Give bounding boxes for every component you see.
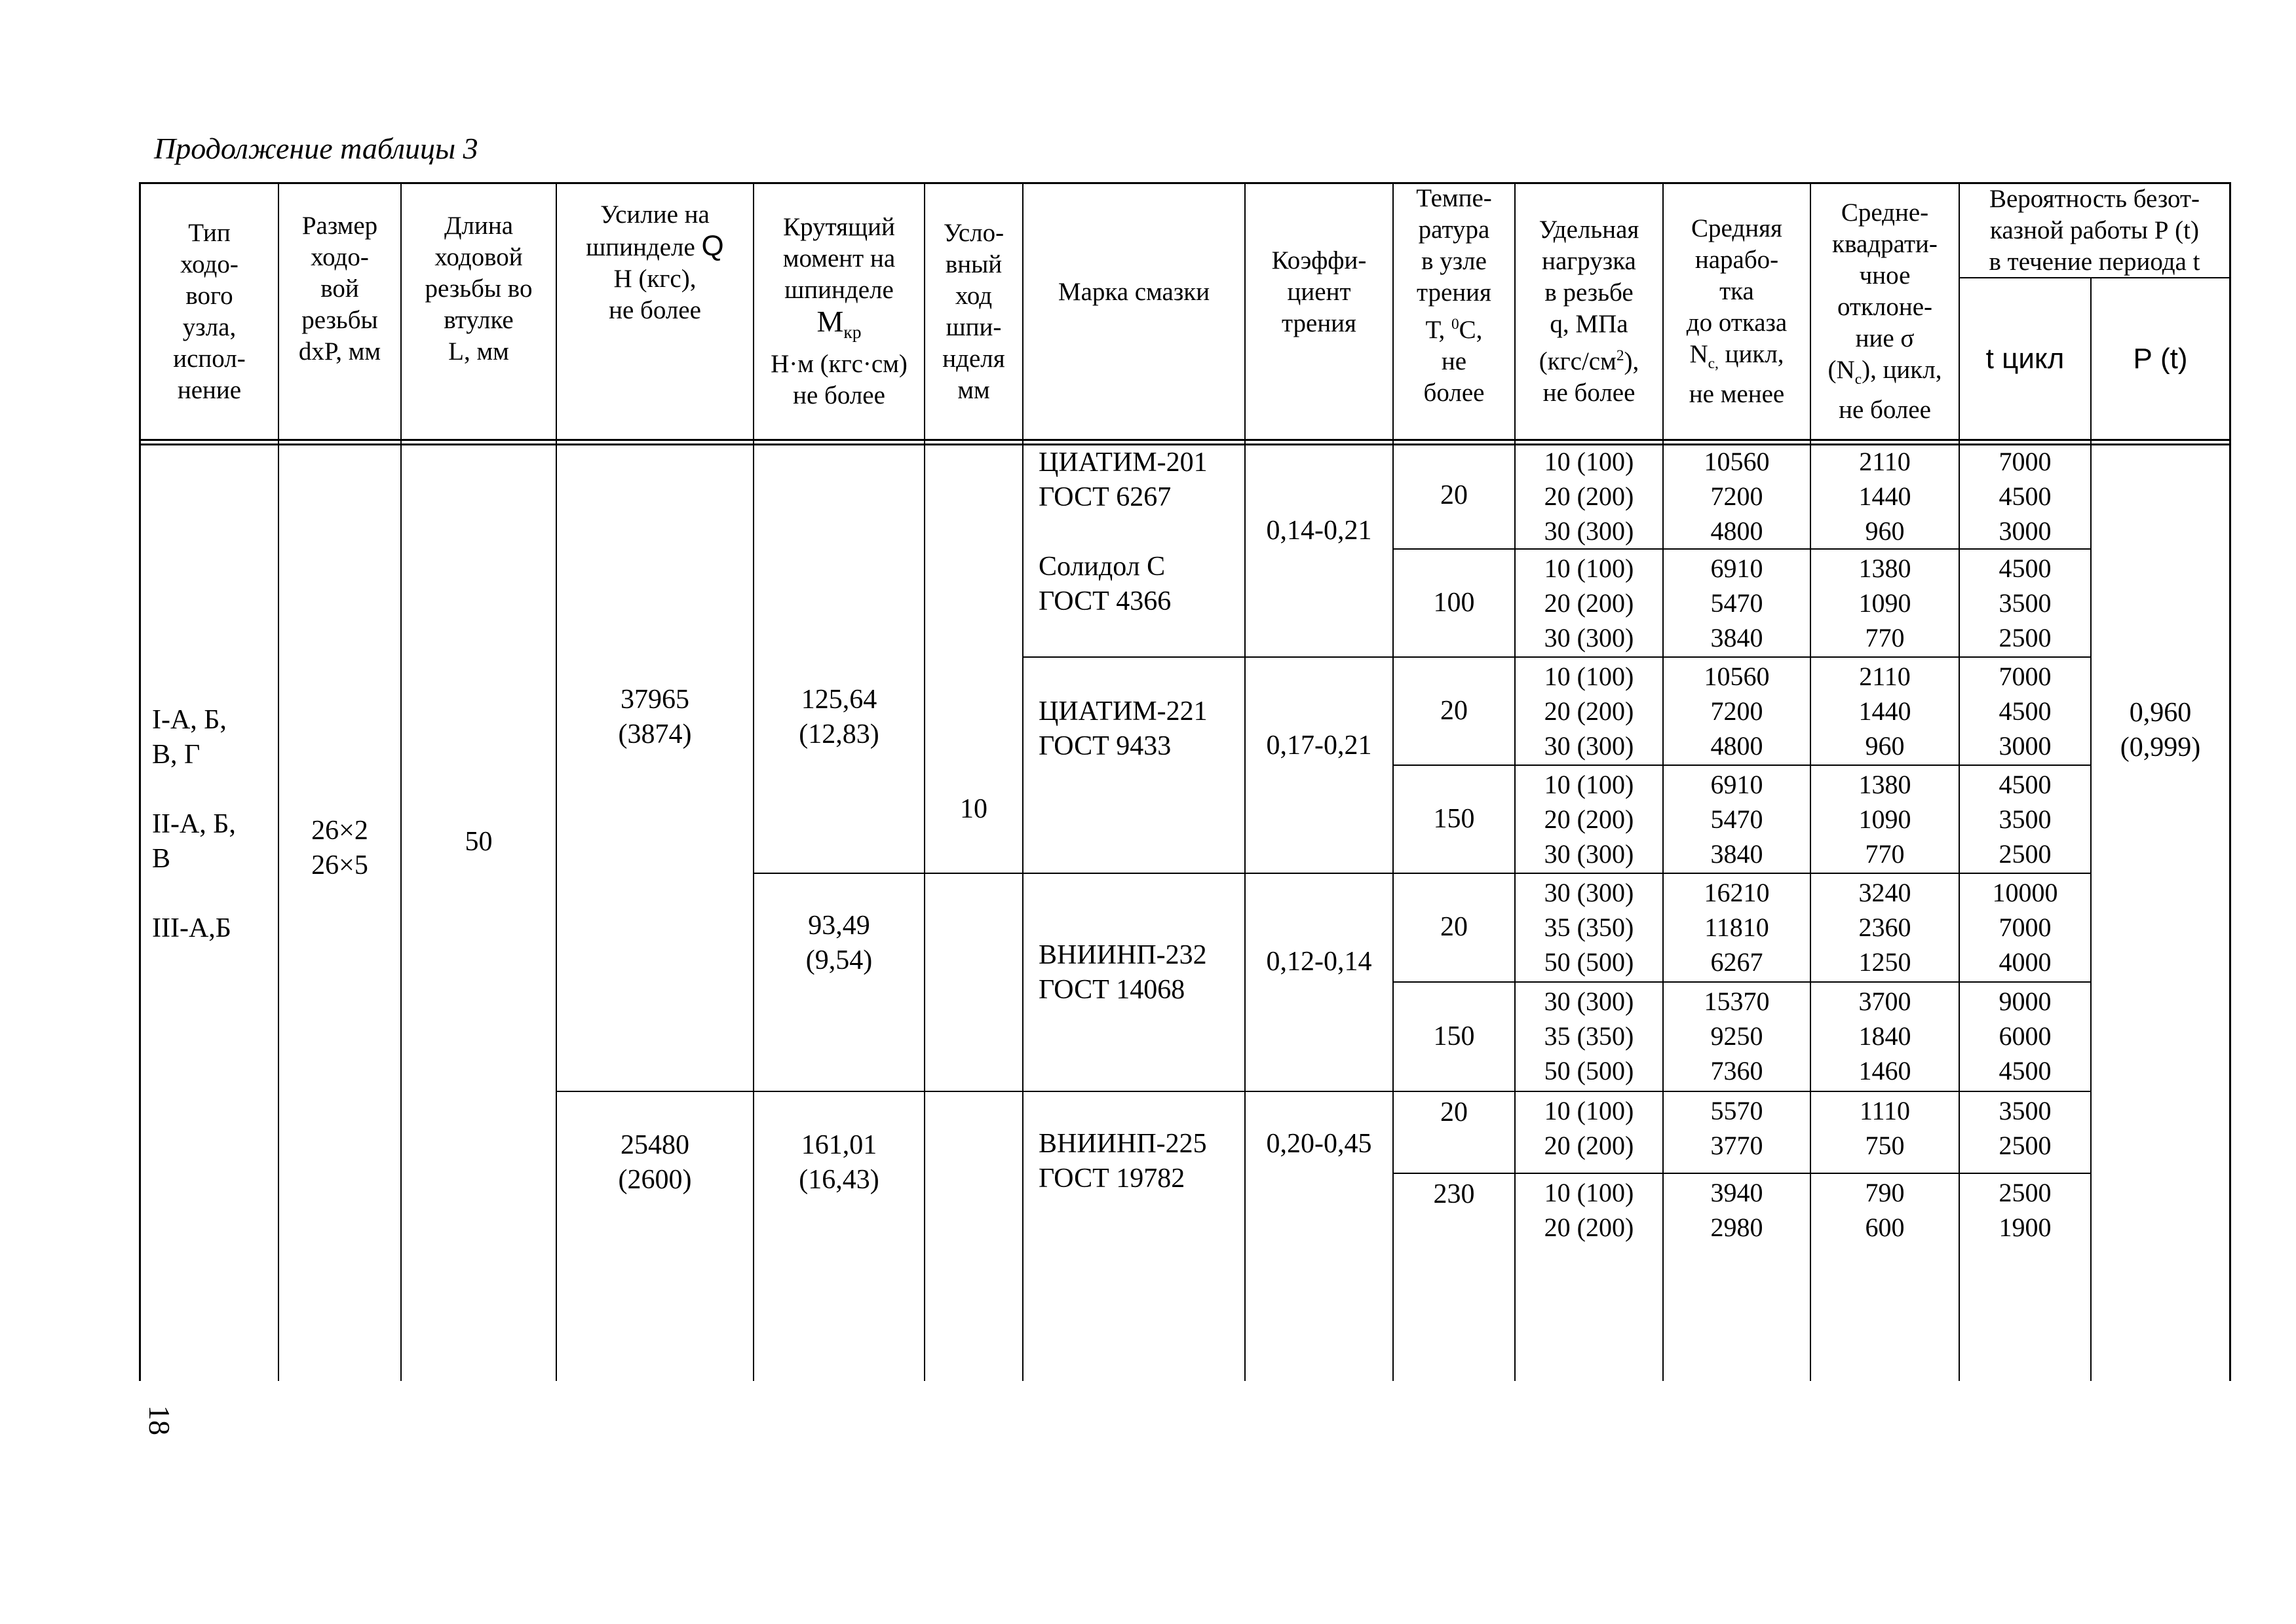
spindle-force-value: 37965 (3874) xyxy=(618,685,692,749)
load-values: 30 (300) 35 (350) 50 (500) xyxy=(1544,987,1634,1086)
temperature-value: 230 xyxy=(1433,1179,1475,1209)
header-t-cycle: t цикл xyxy=(1985,342,2065,375)
mtbf-values: 3940 2980 xyxy=(1710,1178,1763,1242)
header-spindle-force: Усилие на шпинделе Q Н (кгс), не более xyxy=(586,200,724,324)
friction-coefficient: 0,12-0,14 xyxy=(1266,947,1372,977)
load-values: 10 (100) 20 (200) xyxy=(1544,1096,1634,1160)
row-divider xyxy=(1393,1173,2092,1174)
std-dev-values: 3240 2360 1250 xyxy=(1858,878,1911,977)
std-dev-values: 1380 1090 770 xyxy=(1858,554,1911,652)
header-friction: Коэффи- циент трения xyxy=(1271,246,1367,337)
t-cycle-values: 9000 6000 4500 xyxy=(1999,987,2052,1086)
friction-coefficient: 0,17-0,21 xyxy=(1266,730,1372,761)
grease-brand: ЦИАТИМ-201 ГОСТ 6267 Солидол С ГОСТ 4366 xyxy=(1039,447,1208,616)
friction-coefficient: 0,14-0,21 xyxy=(1266,516,1372,546)
t-cycle-values: 7000 4500 3000 xyxy=(1999,662,2052,761)
t-cycle-values: 7000 4500 3000 xyxy=(1999,447,2052,546)
mtbf-values: 15370 9250 7360 xyxy=(1704,987,1770,1086)
load-values: 10 (100) 20 (200) 30 (300) xyxy=(1544,447,1634,546)
page-number: 18 xyxy=(143,1405,176,1435)
table-caption: Продолжение таблицы 3 xyxy=(154,132,478,165)
row-divider xyxy=(1022,656,2092,658)
row-divider xyxy=(754,873,2092,874)
col-line xyxy=(556,182,557,1381)
header-probability: Вероятность безот- казной работы Р (t) в течение периода t xyxy=(1989,185,2200,276)
unit-type-execution: I-А, Б, В, Г II-А, Б, В III-А,Б xyxy=(152,704,236,943)
mtbf-values: 10560 7200 4800 xyxy=(1704,662,1770,761)
std-dev-values: 1110 750 xyxy=(1859,1096,1911,1160)
header-std-deviation: Средне- квадрати- чное отклоне- ние σ $(N_c)$, цикл, не более xyxy=(1827,198,1942,425)
grease-brand: ВНИИНП-225 ГОСТ 19782 xyxy=(1039,1129,1207,1194)
t-cycle-values: 3500 2500 xyxy=(1999,1096,2052,1160)
t-cycle-values: 4500 3500 2500 xyxy=(1999,554,2052,652)
row-divider xyxy=(1393,548,2092,550)
col-line xyxy=(2090,277,2092,1381)
t-cycle-values: 4500 3500 2500 xyxy=(1999,770,2052,869)
grease-brand: ЦИАТИМ-221 ГОСТ 9433 xyxy=(1039,696,1208,761)
header-mtbf: Средняя нарабо- тка до отказа $N_{c,}$ цикл, не менее xyxy=(1686,214,1788,409)
header-bottom-rule-1 xyxy=(139,439,2230,441)
header-thread-size: Размер ходо- вой резьбы dxP, мм xyxy=(298,212,381,366)
header-torque: Крутящий момент на шпинделе $М_{кр}$ Н·м (кгс·см) не более xyxy=(771,213,908,409)
header-stroke: Усло- вный ход шпи- нделя мм xyxy=(942,218,1005,404)
t-cycle-values: 2500 1900 xyxy=(1999,1178,2052,1242)
col-line xyxy=(2229,182,2231,1381)
header-thread-length: Длина ходовой резьбы во втулке L, мм xyxy=(425,212,533,366)
mtbf-values: 10560 7200 4800 xyxy=(1704,447,1770,546)
temperature-value: 100 xyxy=(1433,588,1475,618)
torque-value: 125,64 (12,83) xyxy=(799,685,879,749)
load-values: 10 (100) 20 (200) 30 (300) xyxy=(1544,554,1634,652)
std-dev-values: 2110 1440 960 xyxy=(1858,662,1911,761)
temperature-value: 150 xyxy=(1433,804,1475,834)
reliability-value: 0,960 (0,999) xyxy=(2120,698,2201,763)
load-values: 10 (100) 20 (200) 30 (300) xyxy=(1544,662,1634,761)
temperature-value: 20 xyxy=(1440,696,1468,726)
row-divider xyxy=(557,1091,2092,1092)
std-dev-values: 2110 1440 960 xyxy=(1858,447,1911,546)
load-values: 10 (100) 20 (200) 30 (300) xyxy=(1544,770,1634,869)
temperature-value: 20 xyxy=(1440,912,1468,942)
header-grease-brand: Марка смазки xyxy=(1058,278,1210,306)
friction-coefficient: 0,20-0,45 xyxy=(1266,1129,1372,1159)
mtbf-values: 6910 5470 3840 xyxy=(1710,554,1763,652)
header-temperature: Темпе- ратура в узле трения Т, $^0$С, не более xyxy=(1416,183,1492,407)
header-p-t: Р (t) xyxy=(2133,342,2188,375)
torque-value: 93,49 (9,54) xyxy=(805,911,873,975)
header-unit-type: Тип ходо- вого узла, испол- нение xyxy=(173,218,246,404)
mtbf-values: 16210 11810 6267 xyxy=(1704,878,1770,977)
thread-length-value: 50 xyxy=(465,827,493,857)
temperature-value: 20 xyxy=(1440,480,1468,510)
header-specific-load: Удельная нагрузка в резьбе q, МПа $(кгс/см^2)$, не более xyxy=(1539,216,1639,407)
row-divider xyxy=(1393,765,2092,766)
load-values: 10 (100) 20 (200) xyxy=(1544,1178,1634,1242)
temperature-value: 150 xyxy=(1433,1021,1475,1051)
thread-size-value: 26×2 26×5 xyxy=(311,816,368,880)
load-values: 30 (300) 35 (350) 50 (500) xyxy=(1544,878,1634,977)
std-dev-values: 790 600 xyxy=(1865,1178,1905,1242)
row-divider xyxy=(1393,981,2092,983)
mtbf-values: 6910 5470 3840 xyxy=(1710,770,1763,869)
std-dev-values: 3700 1840 1460 xyxy=(1858,987,1911,1086)
torque-value: 161,01 (16,43) xyxy=(799,1130,879,1195)
temperature-value: 20 xyxy=(1440,1097,1468,1127)
mtbf-values: 5570 3770 xyxy=(1710,1096,1763,1160)
spindle-stroke-value: 10 xyxy=(960,794,987,824)
t-cycle-values: 10000 7000 4000 xyxy=(1992,878,2058,977)
grease-brand: ВНИИНП-232 ГОСТ 14068 xyxy=(1039,940,1207,1005)
spindle-force-value: 25480 (2600) xyxy=(618,1130,692,1195)
std-dev-values: 1380 1090 770 xyxy=(1858,770,1911,869)
